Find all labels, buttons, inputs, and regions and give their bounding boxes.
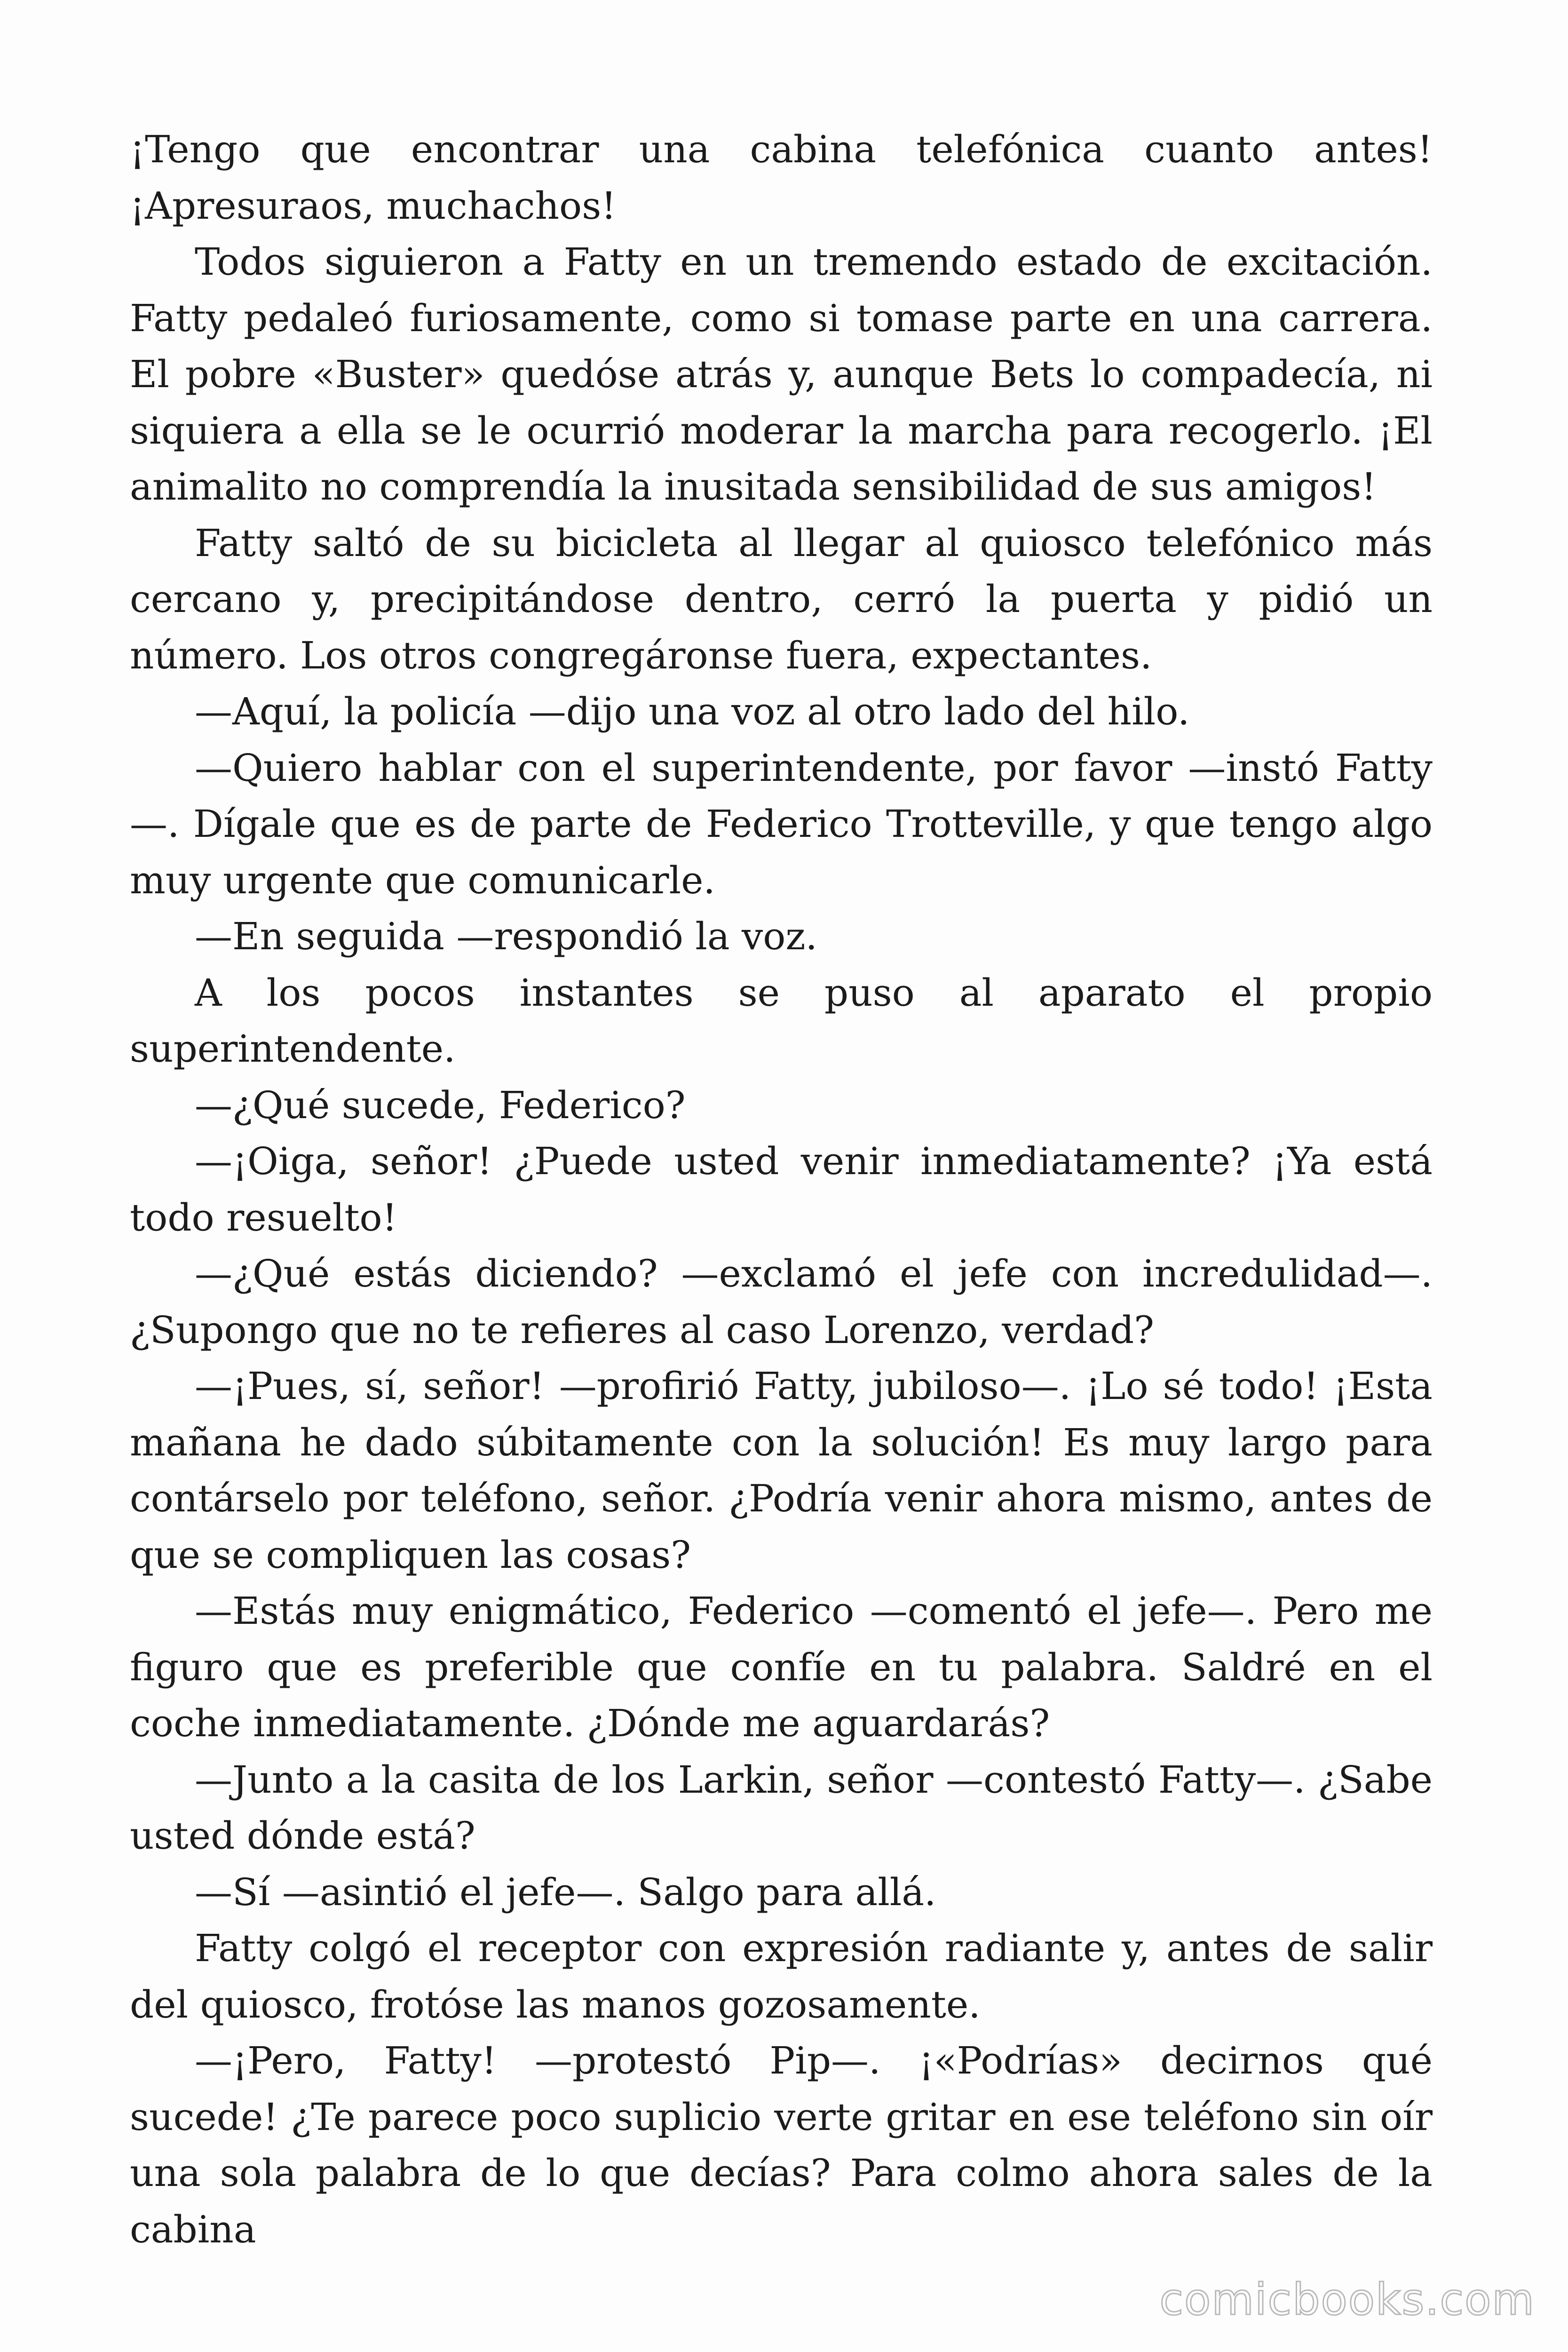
paragraph: Todos siguieron a Fatty en un tremendo estado de excitación. Fatty pedaleó furiosamente, como si tomase parte en una carrera. El pobre «Buster» quedóse atrás y, aunque Bets lo compadecía, ni siquiera a ella se le ocurrió moderar la marcha para recogerlo. ¡El animalito no comprendía la inusitada sensibilidad de sus amigos! <box>130 240 1433 509</box>
page-text <box>130 121 1433 2257</box>
paragraph: —¿Qué estás diciendo? —exclamó el jefe con incredulidad—. ¿Supongo que no te refieres al caso Lorenzo, verdad? <box>130 1252 1433 1352</box>
paragraph: —Aquí, la policía —dijo una voz al otro lado del hilo. <box>195 690 1190 733</box>
paragraph: —Estás muy enigmático, Federico —comentó el jefe—. Pero me figuro que es preferible que confíe en tu palabra. Saldré en el coche inmediatamente. ¿Dónde me aguardarás? <box>130 1589 1433 1745</box>
paragraph: —Junto a la casita de los Larkin, señor —contestó Fatty—. ¿Sabe usted dónde está? <box>130 1757 1433 1858</box>
paragraph: ¡Tengo que encontrar una cabina telefónica cuanto antes! ¡Apresuraos, muchachos! <box>130 127 1433 228</box>
watermark: comicbooks.com <box>1159 2274 1535 2325</box>
paragraph: —¿Qué sucede, Federico? <box>195 1083 686 1127</box>
paragraph: —¡Pero, Fatty! —protestó Pip—. ¡«Podrías» decirnos qué sucede! ¿Te parece poco suplicio verte gritar en ese teléfono sin oír una sola palabra de lo que decías? Para colmo ahora sales de la cabina <box>130 2039 1433 2251</box>
paragraph: A los pocos instantes se puso al aparato el propio superintendente. <box>130 970 1433 1071</box>
paragraph: Fatty colgó el receptor con expresión radiante y, antes de salir del quiosco, frotóse las manos gozosamente. <box>130 1926 1433 2026</box>
paragraph: —¡Oiga, señor! ¿Puede usted venir inmediatamente? ¡Ya está todo resuelto! <box>130 1139 1433 1240</box>
paragraph: —¡Pues, sí, señor! —profirió Fatty, jubiloso—. ¡Lo sé todo! ¡Esta mañana he dado súbitamente con la solución! Es muy largo para contárselo por teléfono, señor. ¿Podría venir ahora mismo, antes de que se compliquen las cosas? <box>130 1364 1433 1577</box>
paragraph: Fatty saltó de su bicicleta al llegar al quiosco telefónico más cercano y, precipitándose dentro, cerró la puerta y pidió un número. Los otros congregáronse fuera, expectantes. <box>130 521 1433 677</box>
paragraph: —Quiero hablar con el superintendente, por favor —instó Fatty —. Dígale que es de parte de Federico Trotteville, y que tengo algo muy urgente que comunicarle. <box>130 746 1433 902</box>
paragraph: —Sí —asintió el jefe—. Salgo para allá. <box>195 1870 936 1914</box>
paragraph: —En seguida —respondió la voz. <box>195 914 817 958</box>
